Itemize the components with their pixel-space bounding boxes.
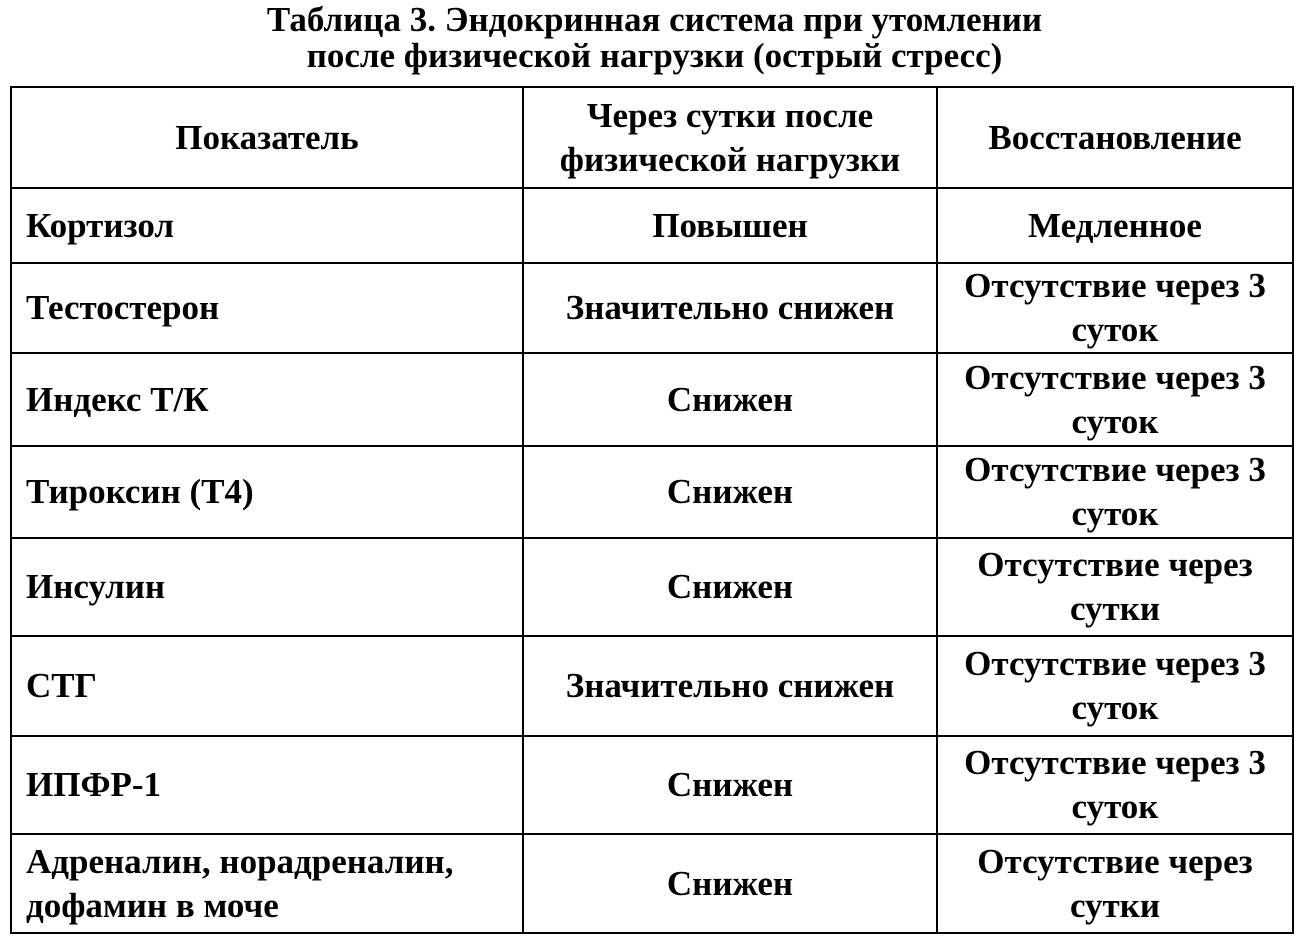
recovery-cell: Медленное (937, 188, 1293, 263)
after-day-cell: Снижен (523, 834, 937, 933)
table-row (11, 353, 1293, 446)
indicator-cell: Кортизол (11, 188, 523, 263)
recovery-cell: Отсутствие через 3 суток (937, 263, 1293, 353)
table-row (11, 834, 1293, 933)
table-row (11, 538, 1293, 636)
recovery-cell: Отсутствие через 3 суток (937, 636, 1293, 736)
indicator-cell: Индекс Т/К (11, 353, 523, 446)
indicator-cell: Адреналин, норадреналин, дофамин в моче (11, 834, 523, 933)
header-recovery: Восстановление (937, 87, 1293, 188)
indicator-cell: Тестостерон (11, 263, 523, 353)
recovery-cell: Отсутствие через сутки (937, 834, 1293, 933)
after-day-cell: Снижен (523, 353, 937, 446)
table-caption-line-1: Таблица 3. Эндокринная система при утомлении (266, 0, 1043, 39)
after-day-cell: Снижен (523, 538, 937, 636)
table-row (11, 446, 1293, 538)
after-day-cell: Снижен (523, 736, 937, 834)
indicator-cell: Инсулин (11, 538, 523, 636)
table-row (11, 188, 1293, 263)
table-caption-line-2: после физической нагрузки (острый стресс) (306, 36, 1003, 75)
table-row (11, 636, 1293, 736)
after-day-cell: Значительно снижен (523, 636, 937, 736)
table-row (11, 736, 1293, 834)
table-header-row (11, 87, 1293, 188)
recovery-cell: Отсутствие через 3 суток (937, 736, 1293, 834)
after-day-cell: Снижен (523, 446, 937, 538)
recovery-cell: Отсутствие через 3 суток (937, 353, 1293, 446)
table-caption (0, 0, 1309, 84)
recovery-cell: Отсутствие через сутки (937, 538, 1293, 636)
after-day-cell: Значительно снижен (523, 263, 937, 353)
indicator-cell: ИПФР-1 (11, 736, 523, 834)
recovery-cell: Отсутствие через 3 суток (937, 446, 1293, 538)
header-after-day: Через сутки после физической нагрузки (523, 87, 937, 188)
table-row (11, 263, 1293, 353)
endocrine-table (10, 86, 1294, 934)
after-day-cell: Повышен (523, 188, 937, 263)
indicator-cell: Тироксин (Т4) (11, 446, 523, 538)
header-indicator: Показатель (11, 87, 523, 188)
indicator-cell: СТГ (11, 636, 523, 736)
